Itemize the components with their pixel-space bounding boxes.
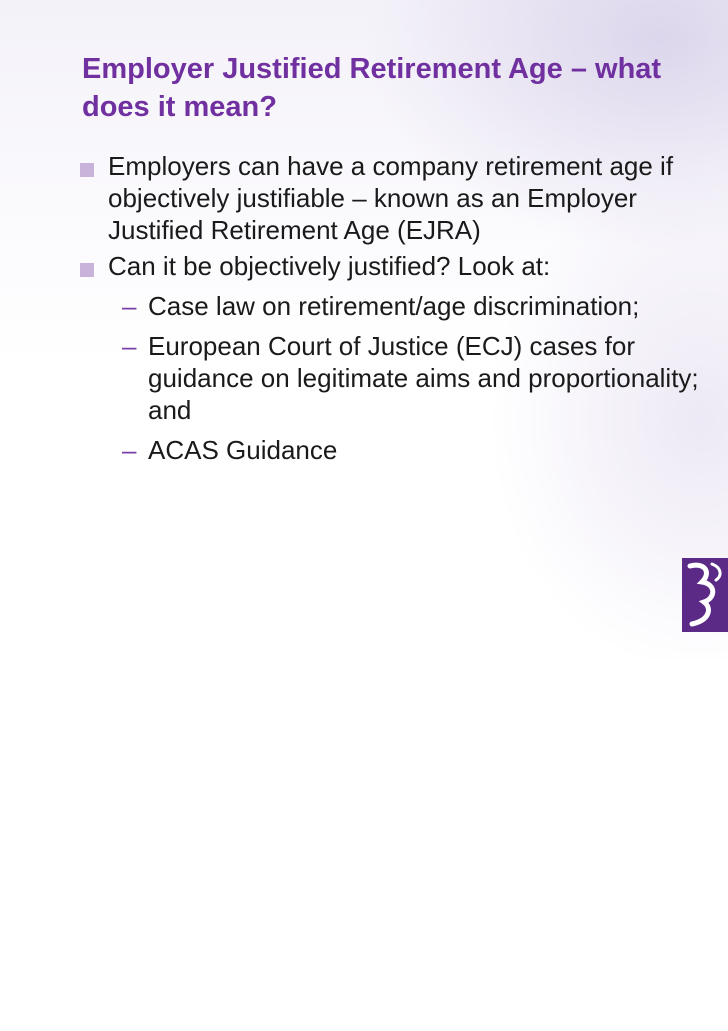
slide-title-line-1: Employer Justified Retirement Age – what (82, 53, 662, 85)
bullet-1-line-3: Justified Retirement Age (EJRA) (108, 215, 481, 245)
subitem-1-line-1: Case law on retirement/age discrimination; (148, 291, 640, 321)
bullet-square-icon (80, 163, 94, 177)
subitem-3-line-1: ACAS Guidance (148, 435, 338, 465)
bullet-square-icon (80, 263, 94, 277)
slide-title-line-2: does it mean? (82, 91, 277, 123)
subitem-2-line-3: and (148, 395, 192, 425)
bullet-1-line-2: objectively justifiable – known as an Employer (108, 183, 637, 213)
subitem-2-line-1: European Court of Justice (ECJ) cases for (148, 331, 635, 361)
organisation-logo-icon (682, 558, 728, 632)
bullet-1-line-1: Employers can have a company retirement age if (108, 151, 674, 181)
sub-bullet-dash-icon: – (122, 331, 137, 361)
sub-bullet-dash-icon: – (122, 435, 137, 465)
blank-area (0, 660, 728, 1031)
subitem-2-line-2: guidance on legitimate aims and proportionality; (148, 363, 699, 393)
sub-bullet-dash-icon: – (122, 291, 137, 321)
slide-title (82, 50, 661, 126)
bullet-2-line-1: Can it be objectively justified? Look at: (108, 251, 551, 281)
